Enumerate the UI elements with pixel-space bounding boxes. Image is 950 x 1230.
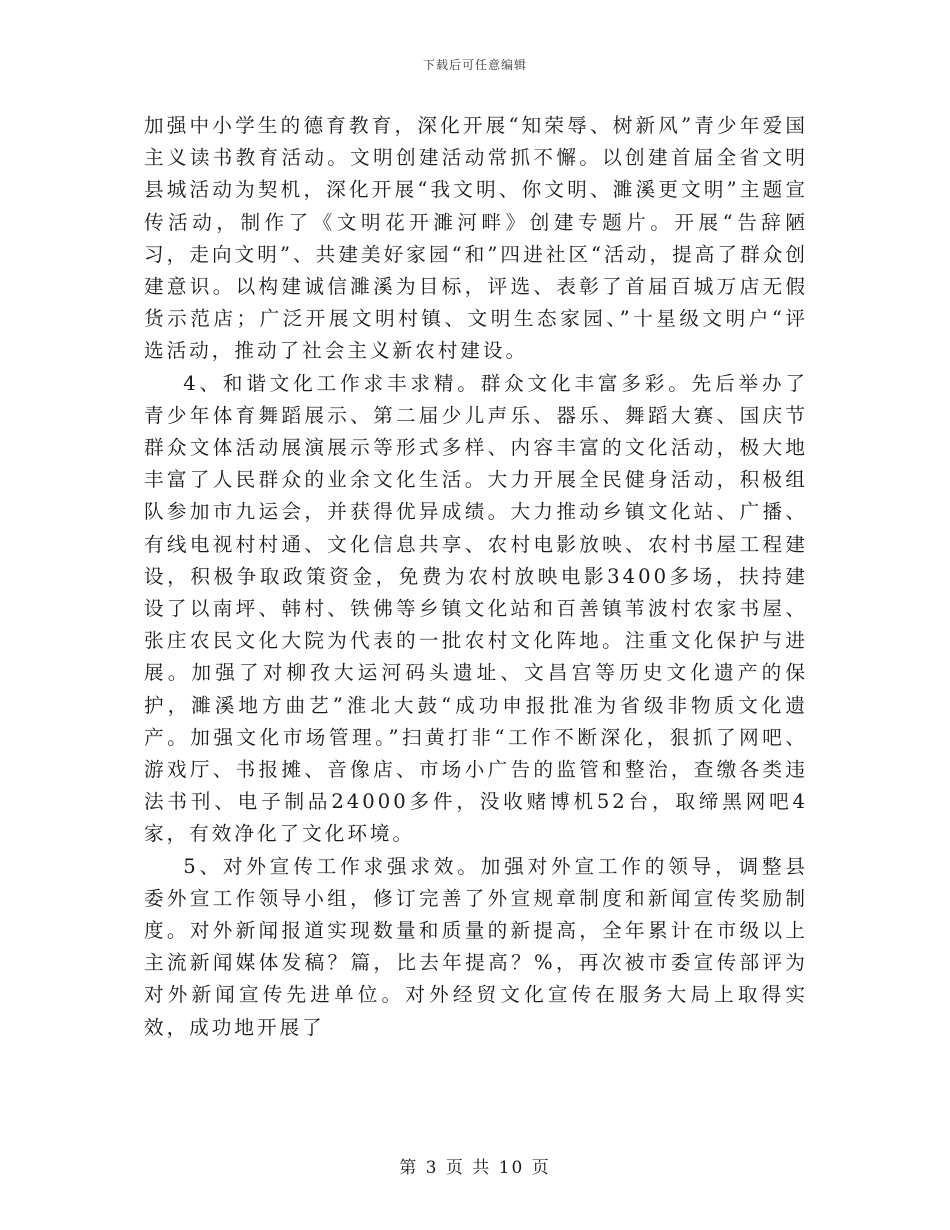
paragraph-1: 加强中小学生的德育教育，深化开展“知荣辱、树新风”青少年爱国主义读书教育活动。文明创建活动常抓不懈。以创建首届全省文明县城活动为契机，深化开展“我文明、你文明、濉溪更文明”主题宣传活动，制作了《文明花开濉河畔》创建专题片。开展“告辞陋习，走向文明”、共建美好家园“和”四进社区“活动，提高了群众创建意识。以构建诚信濉溪为目标，评选、表彰了首届百城万店无假货示范店；广泛开展文明村镇、文明生态家园、”十星级文明户“评选活动，推动了社会主义新农村建设。	[144, 114, 808, 363]
paragraph-2: 4、和谐文化工作求丰求精。群众文化丰富多彩。先后举办了青少年体育舞蹈展示、第二届少儿声乐、器乐、舞蹈大赛、国庆节群众文体活动展演展示等形式多样、内容丰富的文化活动，极大地丰富了人民群众的业余文化生活。大力开展全民健身活动，积极组队参加市九运会，并获得优异成绩。大力推动乡镇文化站、广播、有线电视村村通、文化信息共享、农村电影放映、农村书屋工程建设，积极争取政策资金，免费为农村放映电影3400多场，扶持建设了以南坪、韩村、铁佛等乡镇文化站和百善镇苇波村农家书屋、张庄农民文化大院为代表的一批农村文化阵地。注重文化保护与进展。加强了对柳孜大运河码头遗址、文昌宫等历史文化遗产的保护，濉溪地方曲艺”淮北大鼓“成功申报批准为省级非物质文化遗产。加强文化市场管理。”扫黄打非“工作不断深化，狠抓了网吧、游戏厅、书报摊、音像店、市场小广告的监管和整治，查缴各类违法书刊、电子制品24000多件，没收赌博机52台，取缔黑网吧4家，有效净化了文化环境。	[144, 371, 808, 846]
page-number-footer: 第 3 页 共 10 页	[399, 1158, 551, 1178]
paragraph-3: 5、对外宣传工作求强求效。加强对外宣工作的领导，调整县委外宣工作领导小组，修订完善了外宣规章制度和新闻宣传奖励制度。对外新闻报道实现数量和质量的新提高，全年累计在市级以上主流新闻媒体发稿？篇，比去年提高？%，再次被市委宣传部评为对外新闻宣传先进单位。对外经贸文化宣传在服务大局上取得实效，成功地开展了	[144, 854, 808, 1039]
document-body	[144, 110, 808, 1044]
page-header: 下载后可任意编辑	[422, 58, 527, 72]
